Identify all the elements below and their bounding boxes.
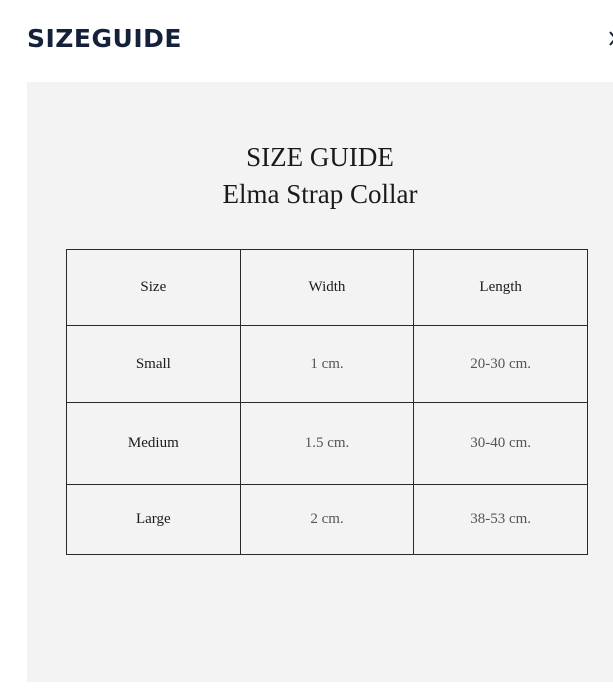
size-cell: Large [67, 485, 241, 555]
product-name: Elma Strap Collar [222, 179, 418, 209]
size-table [66, 249, 588, 555]
modal-header [0, 0, 613, 80]
length-cell: 30-40 cm. [414, 403, 588, 485]
table-header-row [67, 250, 588, 326]
column-header-length: Length [414, 250, 588, 326]
size-cell: Medium [67, 403, 241, 485]
width-cell: 1.5 cm. [240, 403, 414, 485]
table-row [67, 403, 588, 485]
length-cell: 20-30 cm. [414, 326, 588, 403]
column-header-width: Width [240, 250, 414, 326]
table-row [67, 485, 588, 555]
column-header-size: Size [67, 250, 241, 326]
close-button[interactable] [601, 24, 613, 54]
size-guide-title: SIZE GUIDE [246, 142, 394, 172]
table-row [67, 326, 588, 403]
modal-title: SIZEGUIDE [27, 24, 182, 53]
close-icon [609, 31, 613, 47]
size-guide-image [27, 82, 613, 682]
width-cell: 2 cm. [240, 485, 414, 555]
width-cell: 1 cm. [240, 326, 414, 403]
length-cell: 38-53 cm. [414, 485, 588, 555]
size-cell: Small [67, 326, 241, 403]
